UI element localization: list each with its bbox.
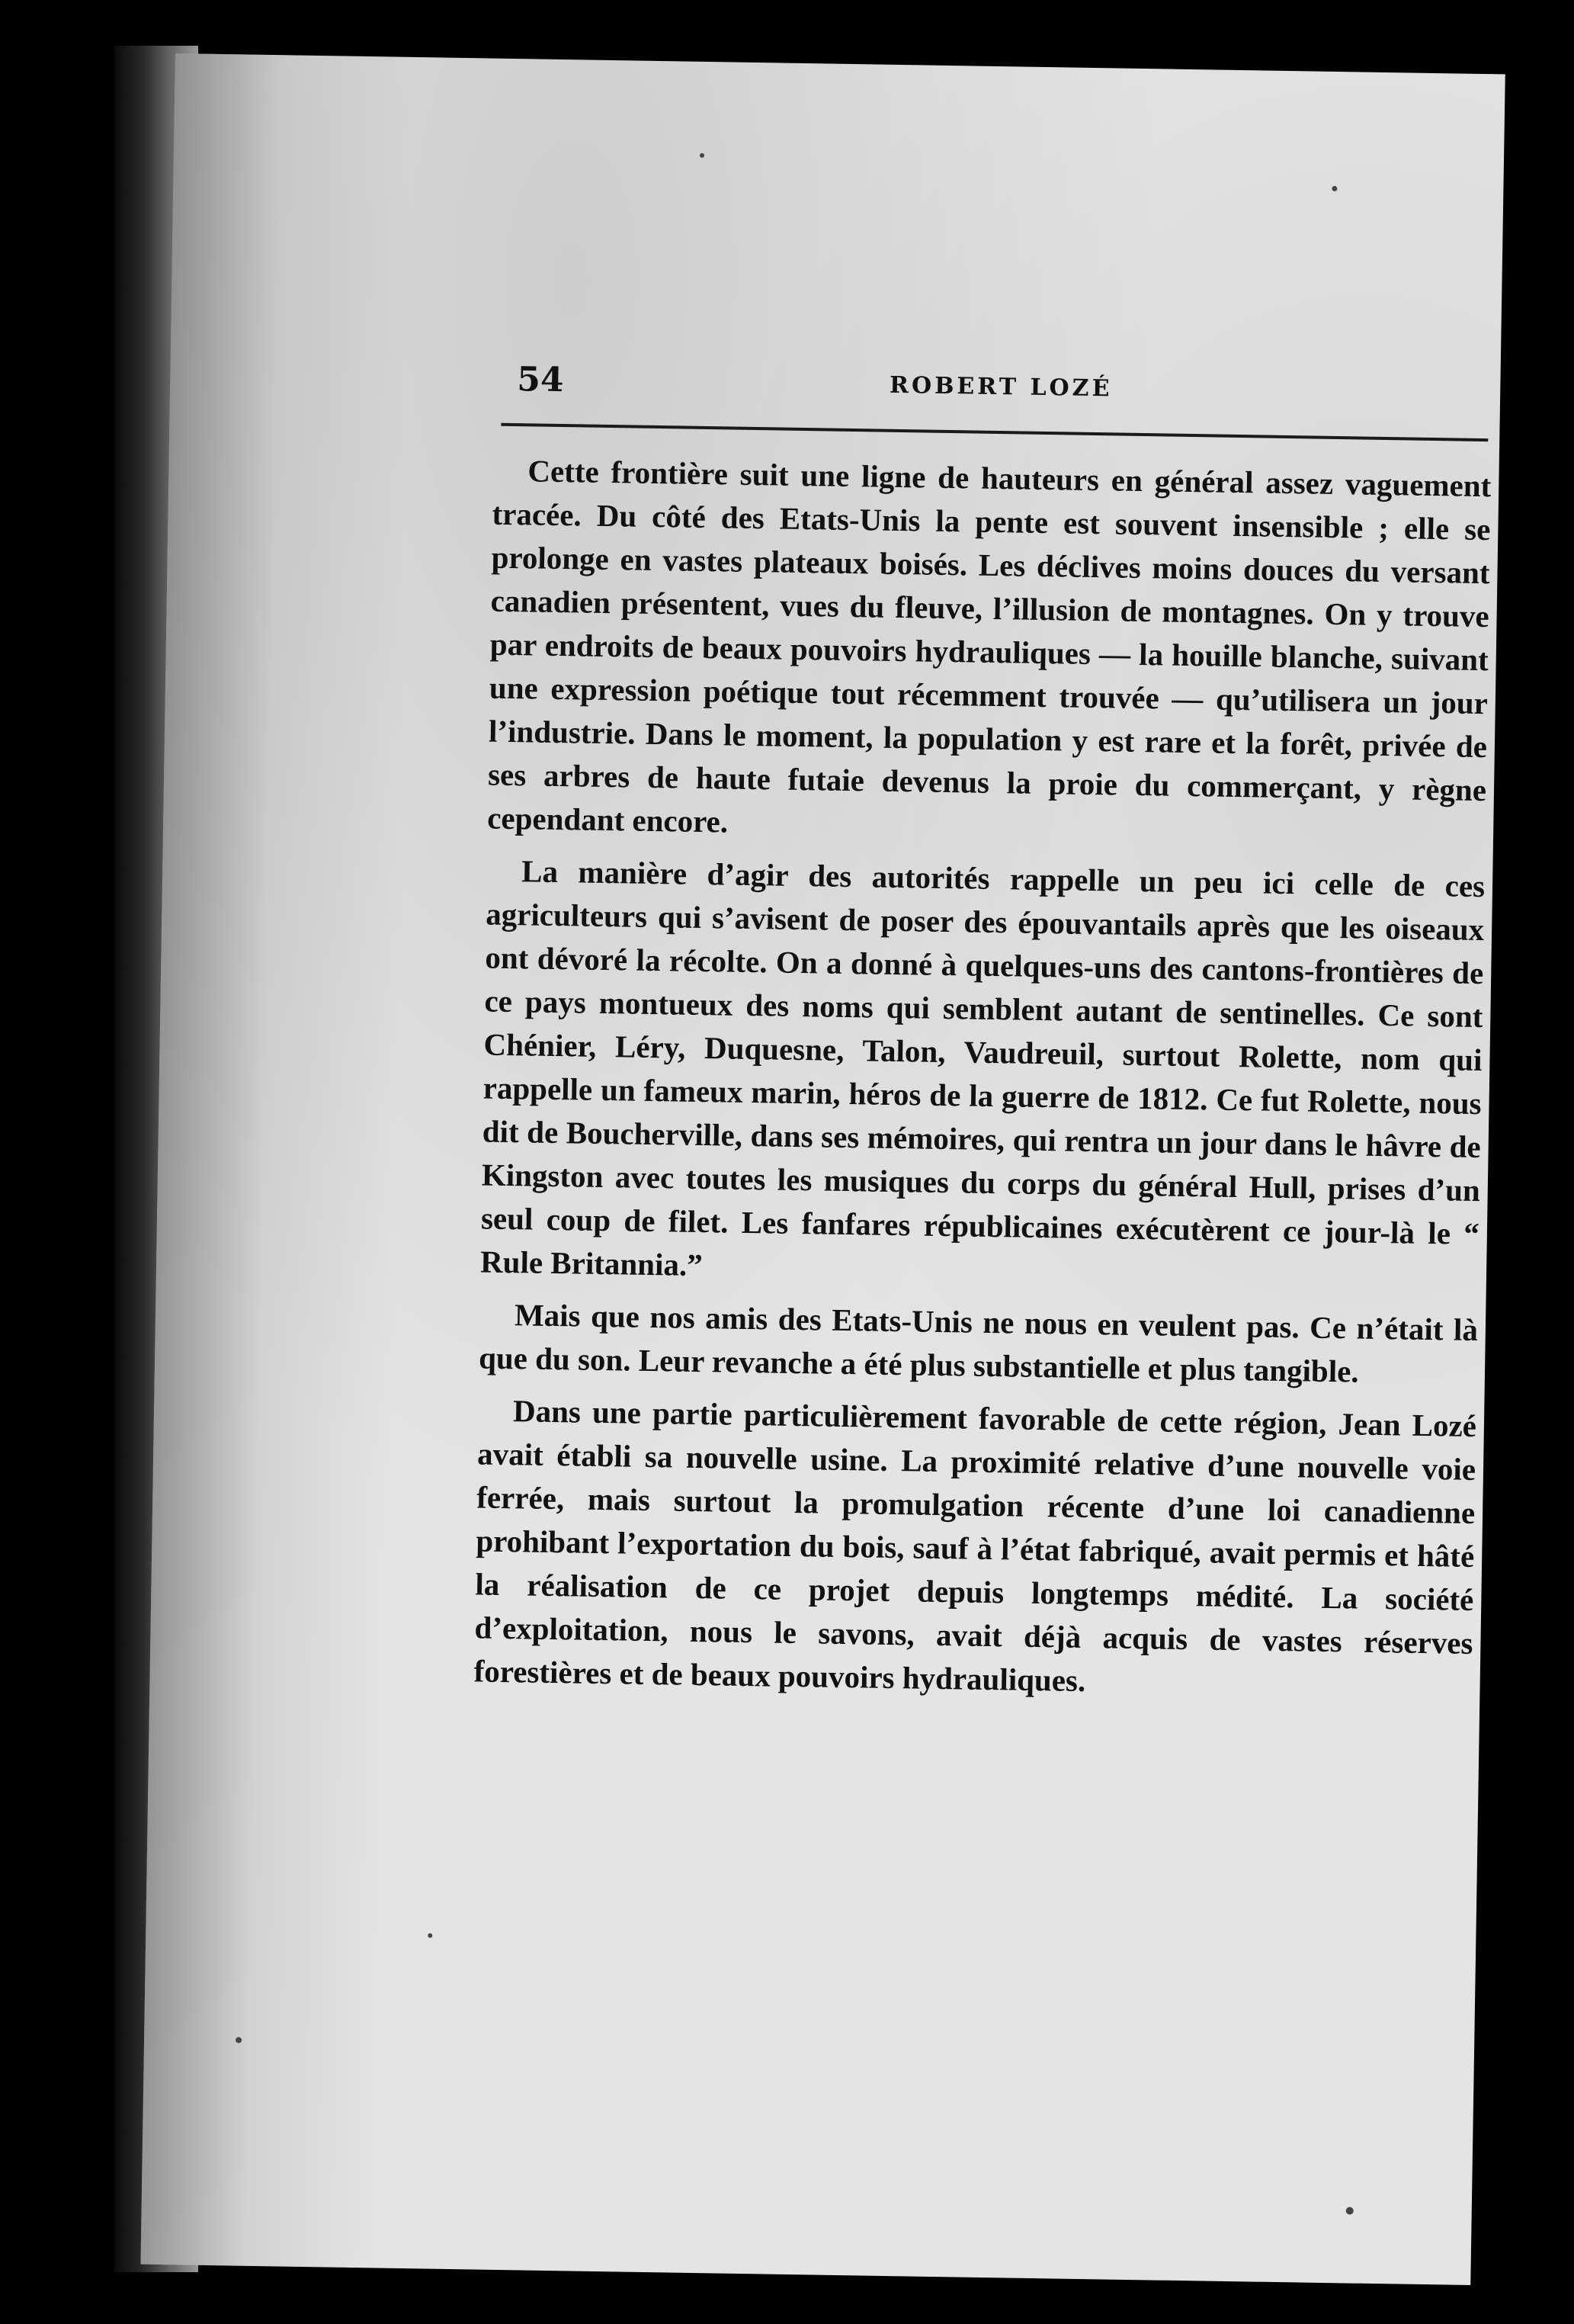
- page-speck: [700, 153, 704, 158]
- paragraph: Mais que nos amis des Etats-Unis ne nous en veulent pas. Ce n’était là que du son. Leur revanche a été plus substantielle et plus tangible.: [478, 1297, 1479, 1389]
- running-head: [516, 360, 1485, 436]
- page-speck: [428, 1934, 432, 1938]
- paragraph: La manière d’agir des autorités rappelle un peu ici celle de ces agriculteurs qui s’avisent de poser des épouvantails après que les oiseaux ont dévoré la récolte. On a donné à quelques-uns des cantons-frontières de ce pays montueux des noms qui semblent autant de sentinelles. Ce sont Chénier, Léry, Duquesne, Talon, Vaudreuil, surtout Rolette, nom qui rappelle un fameux marin, héros de la guerre de 1812. Ce fut Rolette, nous dit de Boucherville, dans ses mémoires, qui rentra un jour dans le hâvre de Kingston avec toutes les musiques du corps du général Hull, prises d’un seul coup de filet. Les fanfares républicaines exécutèrent ce jour-là le “ Rule Britannia.”: [479, 853, 1486, 1283]
- page-number: 54: [516, 360, 564, 400]
- body-text: [473, 449, 1492, 1718]
- page-speck: [1346, 2207, 1354, 2214]
- paragraph: Dans une partie particulièrement favorable de cette région, Jean Lozé avait établi sa nouvelle usine. La proximité relative d’une nouvelle voie ferrée, mais surtout la promulgation récente d’une loi canadienne prohibant l’exportation du bois, sauf à l’état fabriqué, avait permis et hâté la réalisation de ce projet depuis longtemps médité. La société d’exploitation, nous le savons, avait déjà acquis de vastes réserves forestières et de beaux pouvoirs hydrauliques.: [473, 1393, 1477, 1699]
- page-speck: [236, 2037, 242, 2043]
- paragraph: Cette frontière suit une ligne de hauteurs en général assez vaguement tracée. Du côté des Etats-Unis la pente est souvent insensible ; elle se prolonge en vastes plateaux boisés. Les déclives moins douces du versant canadien présentent, vues du fleuve, l’illusion de montagnes. On y trouve par endroits de beaux pouvoirs hydrauliques — la houille blanche, suivant une expression poétique tout récemment trouvée — qu’utilisera un jour l’industrie. Dans le moment, la population y est rare et la forêt, privée de ses arbres de haute futaie devenus la proie du commerçant, y règne cependant encore.: [486, 453, 1492, 839]
- book-page: [140, 53, 1505, 2285]
- running-title: ROBERT LOZÉ: [889, 371, 1113, 403]
- page-speck: [1332, 186, 1337, 191]
